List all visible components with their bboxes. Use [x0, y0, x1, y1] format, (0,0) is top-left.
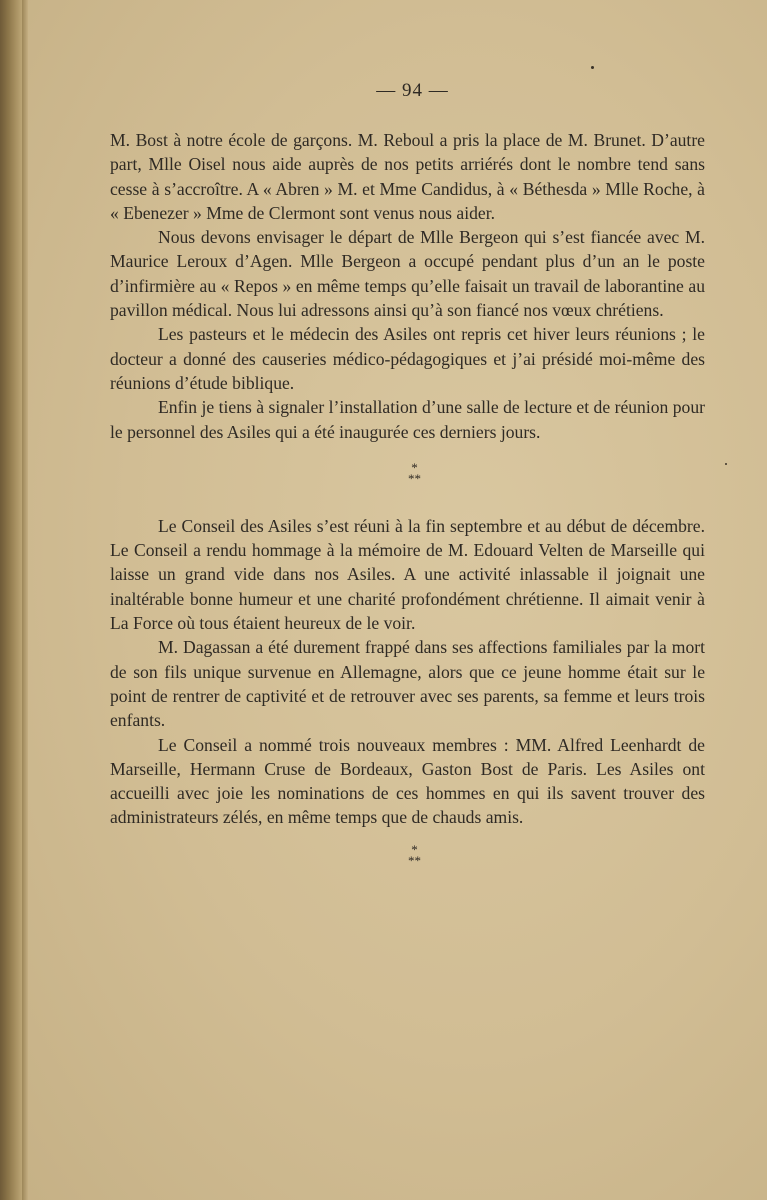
- paragraph-6: M. Dagassan a été durement frappé dans ses affections familiales par la mort de son fils unique survenue en Allemagne, alors que ce jeune homme était sur le point de rentrer de captivité et de retrouver avec ses parents, sa femme et leurs trois enfants.: [110, 637, 705, 731]
- paragraph-4: Enfin je tiens à signaler l’installation d’une salle de lecture et de réunion pour le personnel des Asiles qui a été inaugurée ces derniers jours.: [110, 397, 705, 442]
- paragraph-3: Les pasteurs et le médecin des Asiles ont repris cet hiver leurs réunions ; le docteur a donné des causeries médico-pédagogiques et j’ai présidé moi-même des réunions d’étude biblique.: [110, 324, 705, 393]
- asterism-bottom: **: [408, 852, 421, 868]
- asterism-bottom: **: [408, 470, 421, 486]
- paragraph-2: Nous devons envisager le départ de Mlle Bergeon qui s’est fiancée avec M. Maurice Leroux d’Agen. Mlle Bergeon a occupé pendant plus d’un an le poste d’infirmière au « Repos » en même temps qu’elle faisait un travail de laborantine au pavillon médical. Nous lui adressons ainsi qu’à son fiancé nos vœux chrétiens.: [110, 227, 705, 321]
- section-separator: [124, 459, 705, 486]
- section-separator-end: [124, 841, 705, 868]
- paragraph-7: Le Conseil a nommé trois nouveaux membres : MM. Alfred Leenhardt de Marseille, Hermann Cruse de Bordeaux, Gaston Bost de Paris. Les Asiles ont accueilli avec joie les nominations de ces hommes en qui ils savent trouver des administrateurs zélés, en même temps que de chauds amis.: [110, 734, 705, 828]
- text-block: [110, 80, 705, 866]
- paragraph-5: Le Conseil des Asiles s’est réuni à la fin septembre et au début de décembre. Le Conseil a rendu hommage à la mémoire de M. Edouard Velten de Marseille qui laisse un grand vide dans nos Asiles. A une activité inlassable il joignait une inaltérable bonne humeur et une charité profondément chrétienne. Il aimait venir à La Force où tous étaient heureux de le voir.: [110, 515, 705, 634]
- book-binding: [0, 0, 22, 1200]
- asterism-top: *: [411, 841, 418, 857]
- asterism-top: *: [411, 459, 418, 475]
- speck: [591, 66, 594, 69]
- speck: [725, 463, 727, 465]
- paragraph-1: M. Bost à notre école de garçons. M. Reboul a pris la place de M. Brunet. D’autre part, Mlle Oisel nous aide auprès de nos petits arriérés dont le nombre tend sans cesse à s’accroître. A « Abren » M. et Mme Candidus, à « Béthesda » Mlle Roche, à « Ebenezer » Mme de Clermont sont venus nous aider.: [110, 130, 705, 223]
- page-number: — 94 —: [376, 80, 449, 101]
